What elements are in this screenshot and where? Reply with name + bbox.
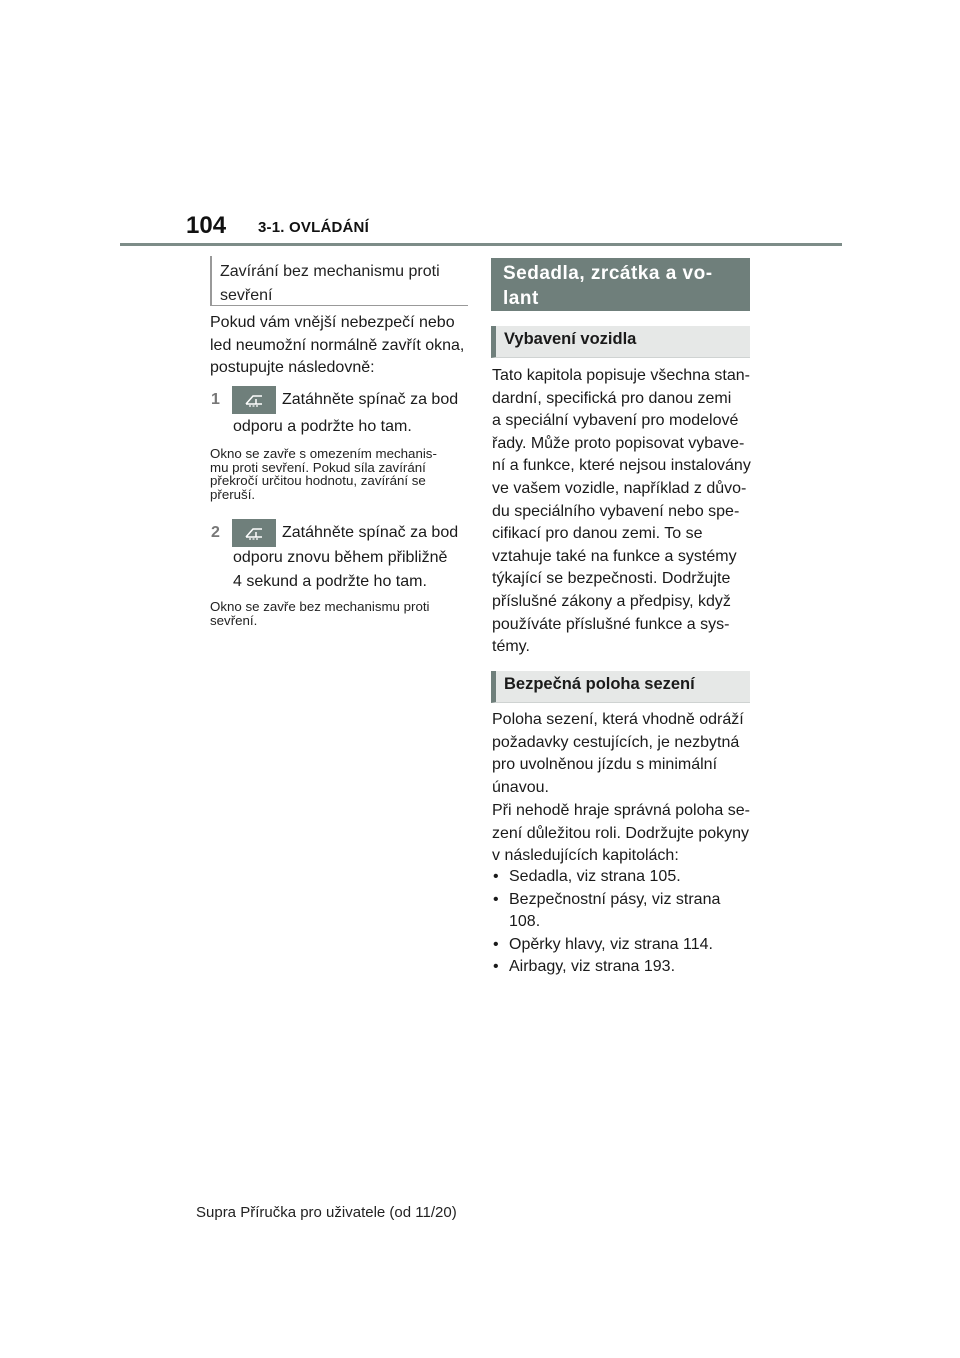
paragraph-line: témy. [492, 638, 530, 656]
step-1-note [210, 447, 470, 501]
step-2 [211, 519, 458, 547]
paragraph-line: v následujících kapitolách: [492, 847, 679, 865]
paragraph-line: cifikací pro danou zemi. To se [492, 525, 703, 543]
paragraph-line: týkající se bezpečnosti. Dodržujte [492, 570, 731, 588]
intro-paragraph [210, 312, 470, 380]
step-2-note [210, 600, 470, 627]
note-line: přeruší. [210, 486, 256, 502]
list-item: • Bezpečnostní pásy, viz strana 108. [492, 889, 754, 934]
equipment-paragraph [492, 365, 754, 659]
note-line: Okno se zavře s omezením mechanis- [210, 446, 437, 461]
banner-line: lant [503, 288, 539, 309]
paragraph-line: zení důležitou roli. Dodržujte pokyny [492, 824, 750, 842]
paragraph-line: du speciálního vybavení nebo spe- [492, 502, 740, 520]
chapter-reference-list [492, 866, 754, 979]
paragraph-line: příslušné zákony a předpisy, když [492, 592, 731, 610]
intro-line: led neumožní normálně zavřít okna, [210, 336, 465, 354]
page-number: 104 [186, 212, 227, 239]
step-2-line3: 4 sekund a podržte ho tam. [233, 573, 427, 590]
paragraph-line: dardní, specifická pro danou zemi [492, 389, 732, 407]
subheading-text: Vybavení vozidla [504, 330, 637, 348]
banner-line: Sedadla, zrcátka a vo- [503, 263, 713, 284]
list-item: • Airbagy, viz strana 193. [492, 956, 754, 979]
subheading-text: Bezpečná poloha sezení [504, 675, 695, 693]
header-divider [120, 243, 842, 246]
paragraph-line: Při nehodě hraje správná poloha se- [492, 802, 750, 819]
intro-line: postupujte následovně: [210, 359, 375, 377]
paragraph-line: vztahuje také na funkce a systémy [492, 547, 737, 565]
note-line: překročí určitou hodnotu, zavírání se [210, 473, 426, 488]
list-item: • Sedadla, viz strana 105. [492, 866, 754, 889]
step-1-line1: Zatáhněte spínač za bod [282, 391, 459, 408]
step-1-number: 1 [211, 391, 220, 408]
step-2-number: 2 [211, 524, 220, 541]
note-title-box [210, 256, 468, 306]
paragraph-line: používáte příslušné funkce a sys- [492, 615, 730, 633]
window-switch-icon [232, 386, 276, 414]
chapter-banner [491, 258, 750, 311]
footer-text: Supra Příručka pro uživatele (od 11/20) [196, 1204, 457, 1221]
step-2-line2: odporu znovu během přibližně [233, 549, 448, 566]
step-1 [211, 386, 458, 414]
paragraph-line: řady. Může proto popisovat vybave- [492, 434, 745, 452]
intro-line: Pokud vám vnější nebezpečí nebo [210, 314, 455, 331]
step-1-line2: odporu a podržte ho tam. [233, 418, 412, 435]
note-line: mu proti sevření. Pokud síla zavírání [210, 459, 426, 475]
step-2-line1: Zatáhněte spínač za bod [282, 524, 459, 541]
paragraph-line: Poloha sezení, která vhodně odráží [492, 711, 744, 728]
paragraph-line: ve vašem vozidle, například z důvo- [492, 479, 747, 497]
window-switch-icon [232, 519, 276, 547]
note-line: Okno se zavře bez mechanismu proti [210, 599, 430, 614]
list-item: • Opěrky hlavy, viz strana 114. [492, 934, 754, 957]
paragraph-line: únavou. [492, 778, 549, 796]
paragraph-line: pro uvolněnou jízdu s minimální [492, 756, 718, 774]
section-title: 3-1. OVLÁDÁNÍ [258, 219, 369, 236]
accident-paragraph [492, 800, 754, 868]
seating-paragraph [492, 709, 754, 799]
paragraph-line: požadavky cestujících, je nezbytná [492, 733, 740, 751]
note-title: Zavírání bez mechanismu proti sevření [220, 263, 440, 304]
paragraph-line: a speciální vybavení pro modelové [492, 412, 739, 430]
subheading-vehicle-equipment [491, 326, 750, 358]
subheading-safe-seating [491, 671, 750, 703]
note-line: sevření. [210, 612, 258, 628]
paragraph-line: Tato kapitola popisuje všechna stan- [492, 367, 750, 384]
paragraph-line: ní a funkce, které nejsou instalovány [492, 457, 751, 475]
